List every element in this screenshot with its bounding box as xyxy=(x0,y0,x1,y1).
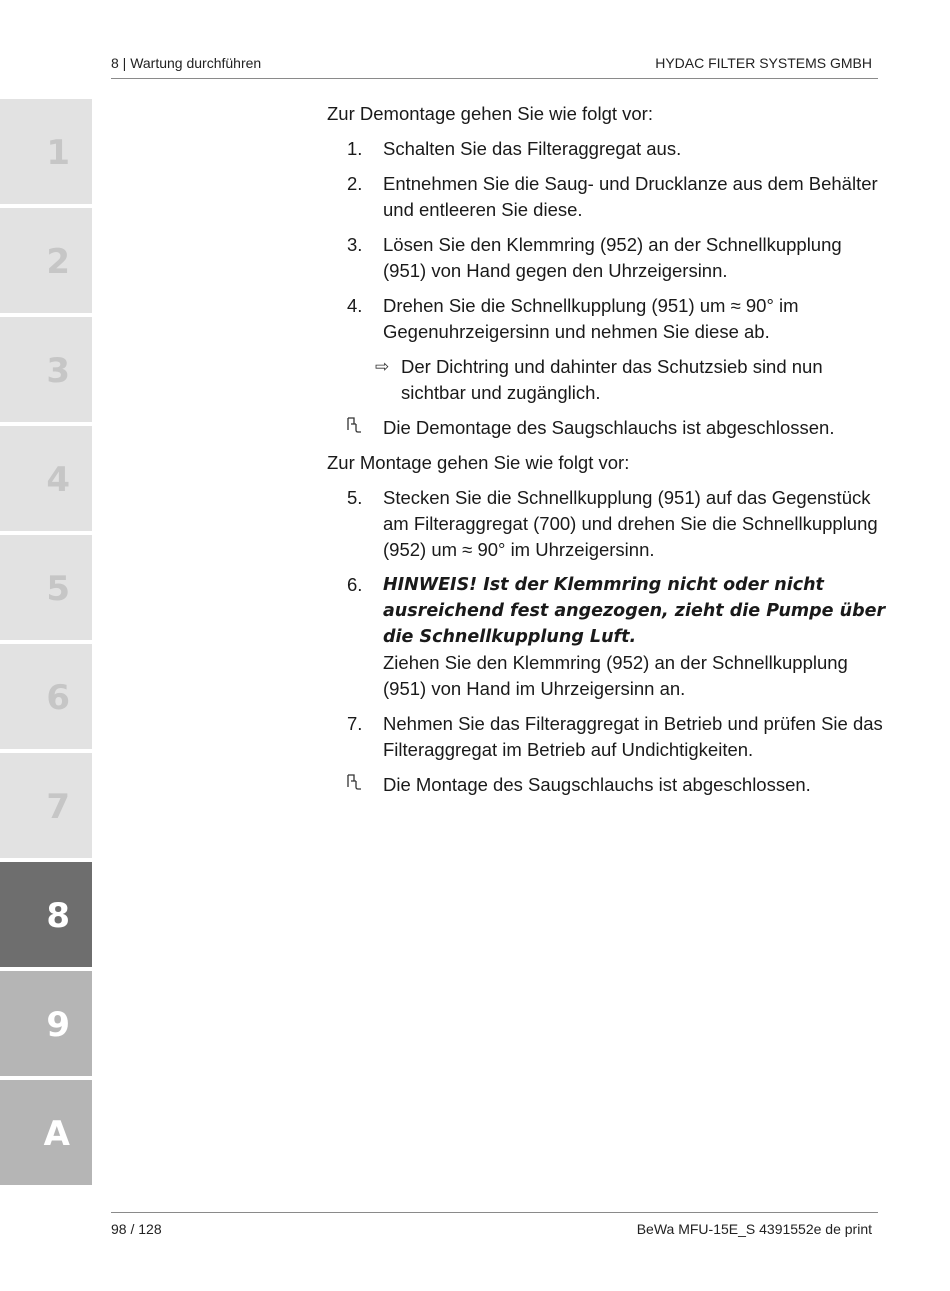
chapter-tab-label: 1 xyxy=(46,133,70,173)
page-footer xyxy=(111,1212,878,1241)
chapter-tab-label: A xyxy=(43,1114,70,1154)
warning-text: HINWEIS! Ist der Klemmring nicht oder nicht ausreichend fest angezogen, zieht die Pumpe über die Schnellkupplung Luft. xyxy=(383,575,886,647)
document-id: BeWa MFU-15E_S 4391552e de print xyxy=(636,1221,872,1237)
step-text: Schalten Sie das Filteraggregat aus. xyxy=(383,138,682,159)
step-text: Lösen Sie den Klemmring (952) an der Schnellkupplung (951) von Hand gegen den Uhrzeigersinn. xyxy=(383,234,842,281)
list-item xyxy=(327,711,887,763)
list-item xyxy=(327,136,887,162)
demontage-intro: Zur Demontage gehen Sie wie folgt vor: xyxy=(327,103,653,124)
list-item xyxy=(327,293,887,345)
header-section-title: 8 | Wartung durchführen xyxy=(111,55,262,71)
page-header xyxy=(111,54,878,79)
main-content xyxy=(327,101,887,807)
step-number: 4. xyxy=(347,295,363,316)
list-item xyxy=(327,485,887,563)
step-number: 6. xyxy=(347,574,363,595)
chapter-tabs xyxy=(0,99,92,1189)
final-result xyxy=(327,415,887,441)
arrow-right-icon: ⇨ xyxy=(375,357,390,376)
list-item xyxy=(327,232,887,284)
chapter-tab-6[interactable] xyxy=(0,644,92,749)
list-item xyxy=(327,171,887,223)
step-result xyxy=(327,354,887,406)
final-result-text: Die Demontage des Saugschlauchs ist abgeschlossen. xyxy=(383,417,835,438)
chapter-tab-label: 2 xyxy=(46,242,70,282)
chapter-tab-label: 4 xyxy=(46,460,70,500)
chapter-tab-label: 3 xyxy=(46,351,70,391)
chapter-tab-3[interactable] xyxy=(0,317,92,422)
result-check-icon xyxy=(346,415,362,441)
header-company: HYDAC FILTER SYSTEMS GMBH xyxy=(655,55,872,71)
chapter-tab-1[interactable] xyxy=(0,99,92,204)
chapter-tab-a[interactable] xyxy=(0,1080,92,1185)
step-number: 7. xyxy=(347,713,363,734)
chapter-tab-label: 7 xyxy=(46,787,70,827)
final-result xyxy=(327,772,887,798)
page-number: 98 / 128 xyxy=(111,1221,162,1237)
step-number: 3. xyxy=(347,234,363,255)
chapter-tab-label: 9 xyxy=(46,1005,70,1045)
step-result-text: Der Dichtring und dahinter das Schutzsieb sind nun sichtbar und zugänglich. xyxy=(401,356,823,403)
chapter-tab-label: 6 xyxy=(46,678,70,718)
chapter-tab-5[interactable] xyxy=(0,535,92,640)
step-text: Stecken Sie die Schnellkupplung (951) auf das Gegenstück am Filteraggregat (700) und drehen Sie die Schnellkupplung (952) um ≈ 90° im Uhrzeigersinn. xyxy=(383,487,878,560)
chapter-tab-label: 8 xyxy=(46,896,70,936)
result-check-icon xyxy=(346,772,362,798)
step-number: 5. xyxy=(347,487,363,508)
montage-intro: Zur Montage gehen Sie wie folgt vor: xyxy=(327,452,630,473)
final-result-text: Die Montage des Saugschlauchs ist abgeschlossen. xyxy=(383,774,811,795)
step-text: Drehen Sie die Schnellkupplung (951) um ≈ 90° im Gegenuhrzeigersinn und nehmen Sie diese ab. xyxy=(383,295,799,342)
chapter-tab-7[interactable] xyxy=(0,753,92,858)
chapter-tab-4[interactable] xyxy=(0,426,92,531)
chapter-tab-label: 5 xyxy=(46,569,70,609)
chapter-tab-8[interactable] xyxy=(0,862,92,967)
step-text: Entnehmen Sie die Saug- und Drucklanze aus dem Behälter und entleeren Sie diese. xyxy=(383,173,878,220)
step-number: 1. xyxy=(347,138,363,159)
chapter-tab-9[interactable] xyxy=(0,971,92,1076)
chapter-tab-2[interactable] xyxy=(0,208,92,313)
list-item xyxy=(327,572,887,702)
step-text: Nehmen Sie das Filteraggregat in Betrieb und prüfen Sie das Filteraggregat im Betrieb auf Undichtigkeiten. xyxy=(383,713,883,760)
step-number: 2. xyxy=(347,173,363,194)
step-text: Ziehen Sie den Klemmring (952) an der Schnellkupplung (951) von Hand im Uhrzeigersinn an. xyxy=(383,652,848,699)
